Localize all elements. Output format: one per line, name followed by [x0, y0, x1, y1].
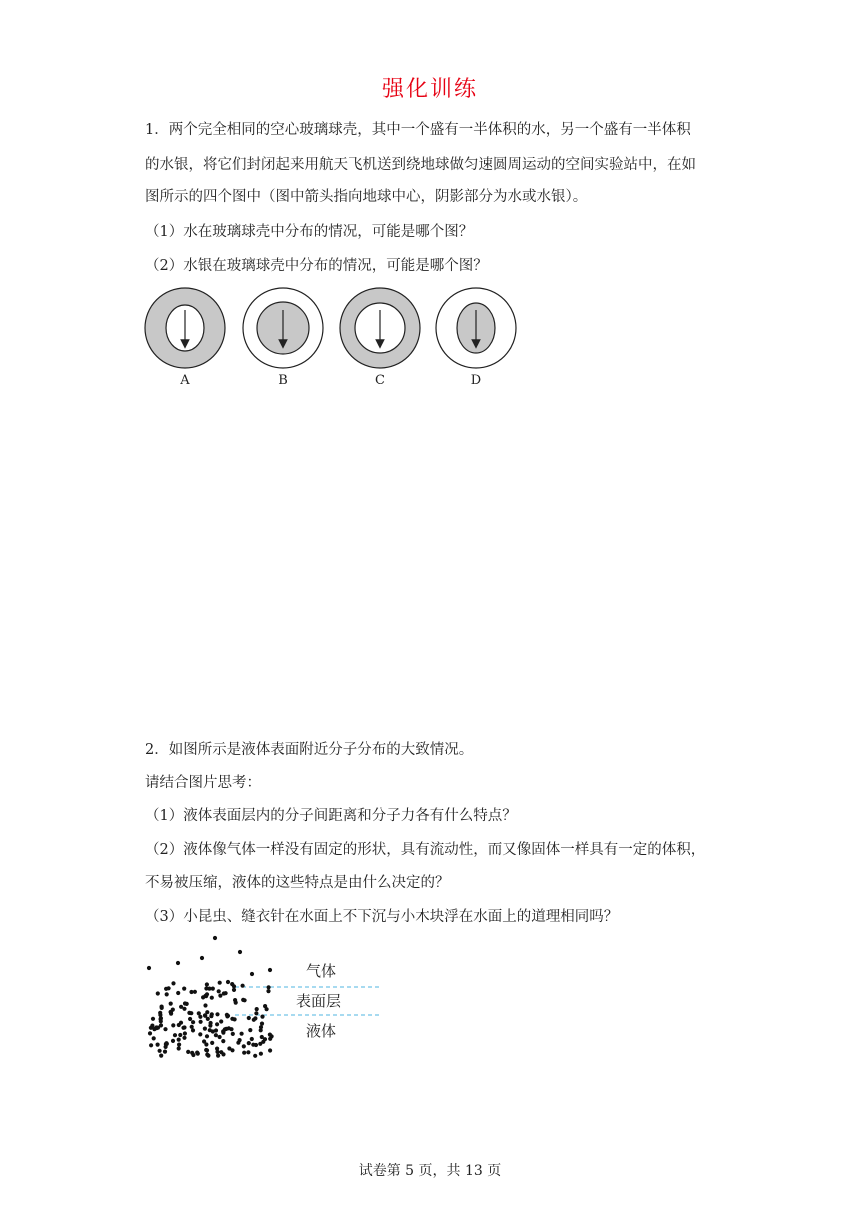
molecule-dot — [233, 1017, 237, 1021]
molecule-dot — [268, 1037, 272, 1041]
molecule-dot — [165, 992, 169, 996]
molecule-dot — [266, 989, 270, 993]
molecule-dot — [238, 950, 242, 954]
molecule-dot — [206, 1054, 210, 1058]
molecule-dot — [191, 1020, 195, 1024]
question2-line2: 请结合图片思考： — [145, 775, 261, 791]
molecule-dot — [258, 1042, 262, 1046]
molecule-dot — [182, 1036, 186, 1040]
molecule-dot — [218, 994, 222, 998]
molecule-dot — [159, 1023, 163, 1027]
molecule-dot — [199, 1020, 203, 1024]
molecule-dot — [179, 1021, 183, 1025]
molecule-dot — [252, 1018, 256, 1022]
molecule-dot — [260, 1022, 264, 1026]
molecule-dot — [263, 1004, 267, 1008]
molecule-dot — [156, 991, 160, 995]
molecule-dot — [206, 1017, 210, 1021]
molecule-dot — [200, 956, 204, 960]
molecule-dot — [267, 985, 271, 989]
molecule-dot — [209, 1014, 213, 1018]
question1-sub1: （1）水在玻璃球壳中分布的情况，可能是哪个图？ — [145, 224, 474, 240]
molecule-dot — [211, 1029, 215, 1033]
molecule-dot — [176, 991, 180, 995]
molecule-dot — [215, 1012, 219, 1016]
molecule-dot — [178, 1033, 182, 1037]
molecule-dot — [248, 1028, 252, 1032]
molecule-dot — [268, 1033, 272, 1037]
molecule-dot — [189, 990, 193, 994]
molecule-dot — [169, 1002, 173, 1006]
molecule-dot — [219, 1019, 223, 1023]
molecule-dot — [255, 1007, 259, 1011]
question1-line1: 1．两个完全相同的空心玻璃球壳，其中一个盛有一半体积的水，另一个盛有一半体积 — [145, 122, 691, 138]
molecule-dot — [250, 1037, 254, 1041]
molecule-dot — [247, 1016, 251, 1020]
molecule-dot — [217, 989, 221, 993]
figure-label-a: A — [180, 373, 190, 388]
figure-label-b: B — [278, 373, 288, 388]
molecule-dot — [227, 1046, 231, 1050]
question1-line3: 图所示的四个图中（图中箭头指向地球中心，阴影部分为水或水银）。 — [145, 189, 588, 205]
molecule-dot — [188, 1017, 192, 1021]
molecule-dot — [177, 1043, 181, 1047]
molecule-dot — [177, 1046, 181, 1050]
question1-sub2: （2）水银在玻璃球壳中分布的情况，可能是哪个图？ — [145, 258, 488, 274]
figure-label-c: C — [375, 373, 385, 388]
molecule-dot — [268, 968, 272, 972]
molecule-dot — [151, 1017, 155, 1021]
molecule-dot — [259, 1025, 263, 1029]
molecule-dot — [214, 1033, 218, 1037]
molecule-distribution-figure — [140, 930, 400, 1070]
molecule-dot — [164, 1041, 168, 1045]
molecule-dot — [254, 1043, 258, 1047]
molecule-dot — [156, 1043, 160, 1047]
molecule-dot — [147, 966, 151, 970]
molecule-dot — [202, 1039, 206, 1043]
molecule-dot — [163, 1027, 167, 1031]
molecule-dot — [263, 1037, 267, 1041]
molecule-dot — [154, 1025, 158, 1029]
molecule-dot — [204, 1048, 208, 1052]
molecule-dot — [203, 1003, 207, 1007]
molecule-dot — [224, 991, 228, 995]
molecule-dot — [160, 1006, 164, 1010]
molecule-dot — [163, 1050, 167, 1054]
question2-sub3: （3）小昆虫、缝衣针在水面上不下沉与小木块浮在水面上的道理相同吗？ — [145, 909, 619, 925]
label-gas: 气体 — [306, 962, 337, 980]
question2-line1: 2．如图所示是液体表面附近分子分布的大致情况。 — [145, 742, 474, 758]
molecule-dot — [219, 1050, 223, 1054]
shell-a — [145, 288, 225, 368]
molecule-dot — [159, 1054, 163, 1058]
molecule-dot — [259, 1052, 263, 1056]
molecule-dot — [205, 992, 209, 996]
molecule-dot — [247, 1041, 251, 1045]
molecule-dot — [218, 981, 222, 985]
molecule-dot — [207, 987, 211, 991]
molecule-dot — [182, 1007, 186, 1011]
molecule-dot — [213, 936, 217, 940]
molecule-dot — [177, 1038, 181, 1042]
molecule-dot — [167, 986, 171, 990]
molecule-dot — [234, 1001, 238, 1005]
molecule-dot — [260, 1015, 264, 1019]
molecule-dot — [150, 1024, 154, 1028]
molecule-dot — [227, 1026, 231, 1030]
molecule-dot — [183, 1031, 187, 1035]
molecule-dot — [205, 1010, 209, 1014]
molecule-dot — [148, 1031, 152, 1035]
page-title: 强化训练 — [381, 77, 478, 102]
question1-line2: 的水银，将它们封闭起来用航天飞机送到绕地球做匀速圆周运动的空间实验站中，在如 — [145, 157, 696, 173]
molecule-dots — [147, 936, 274, 1058]
molecule-dot — [176, 961, 180, 965]
molecule-dot — [216, 1054, 220, 1058]
question2-sub1: （1）液体表面层内的分子间距离和分子力各有什么特点？ — [145, 808, 517, 824]
molecule-dot — [171, 1039, 175, 1043]
molecule-dot — [182, 1025, 186, 1029]
molecule-dot — [198, 1032, 202, 1036]
molecule-dot — [173, 1033, 177, 1037]
label-liquid: 液体 — [306, 1022, 337, 1040]
page-footer: 试卷第 5 页，共 13 页 — [358, 1163, 502, 1179]
molecule-dot — [225, 1013, 229, 1017]
molecule-dot — [152, 1036, 156, 1040]
shell-c — [340, 288, 420, 368]
molecule-dot — [250, 972, 254, 976]
molecule-dot — [210, 996, 214, 1000]
molecule-dot — [226, 980, 230, 984]
molecule-dot — [241, 998, 245, 1002]
molecule-dot — [238, 1038, 242, 1042]
molecule-dot — [241, 984, 245, 988]
question2-sub2a: （2）液体像气体一样没有固定的形状，具有流动性，而又像固体一样具有一定的体积， — [145, 842, 706, 858]
molecule-dot — [169, 1010, 173, 1014]
molecule-dot — [215, 1022, 219, 1026]
molecule-dot — [210, 1041, 214, 1045]
molecule-dot — [218, 1035, 222, 1039]
molecule-dot — [191, 1028, 195, 1032]
molecule-dot — [242, 1051, 246, 1055]
molecule-dot — [189, 1011, 193, 1015]
molecule-dot — [183, 1001, 187, 1005]
shell-d — [436, 288, 516, 368]
molecule-dot — [215, 1050, 219, 1054]
molecule-dot — [240, 1032, 244, 1036]
molecule-dot — [171, 1023, 175, 1027]
label-surface-layer: 表面层 — [296, 992, 342, 1010]
molecule-dot — [246, 1050, 250, 1054]
question2-sub2b: 不易被压缩，液体的这些特点是由什么决定的？ — [145, 875, 450, 891]
molecule-dot — [182, 987, 186, 991]
molecule-dot — [149, 1043, 153, 1047]
molecule-dot — [203, 1027, 207, 1031]
molecule-dot — [232, 988, 236, 992]
molecule-dot — [253, 1054, 257, 1058]
figure-label-d: D — [470, 373, 482, 388]
molecule-dot — [191, 1053, 195, 1057]
molecule-dot — [186, 1050, 190, 1054]
molecule-dot — [159, 1016, 163, 1020]
molecule-dot — [221, 1039, 225, 1043]
molecule-dot — [268, 1048, 272, 1052]
molecule-dot — [195, 1051, 199, 1055]
molecule-dot — [197, 1011, 201, 1015]
molecule-dot — [208, 1024, 212, 1028]
molecule-dot — [205, 982, 209, 986]
molecule-dot — [171, 981, 175, 985]
molecule-dot — [242, 1044, 246, 1048]
molecule-dot — [205, 1034, 209, 1038]
shell-b — [243, 288, 323, 368]
molecule-dot — [254, 1011, 258, 1015]
molecule-dot — [158, 1049, 162, 1053]
molecule-dot — [190, 1025, 194, 1029]
molecule-dot — [231, 1032, 235, 1036]
